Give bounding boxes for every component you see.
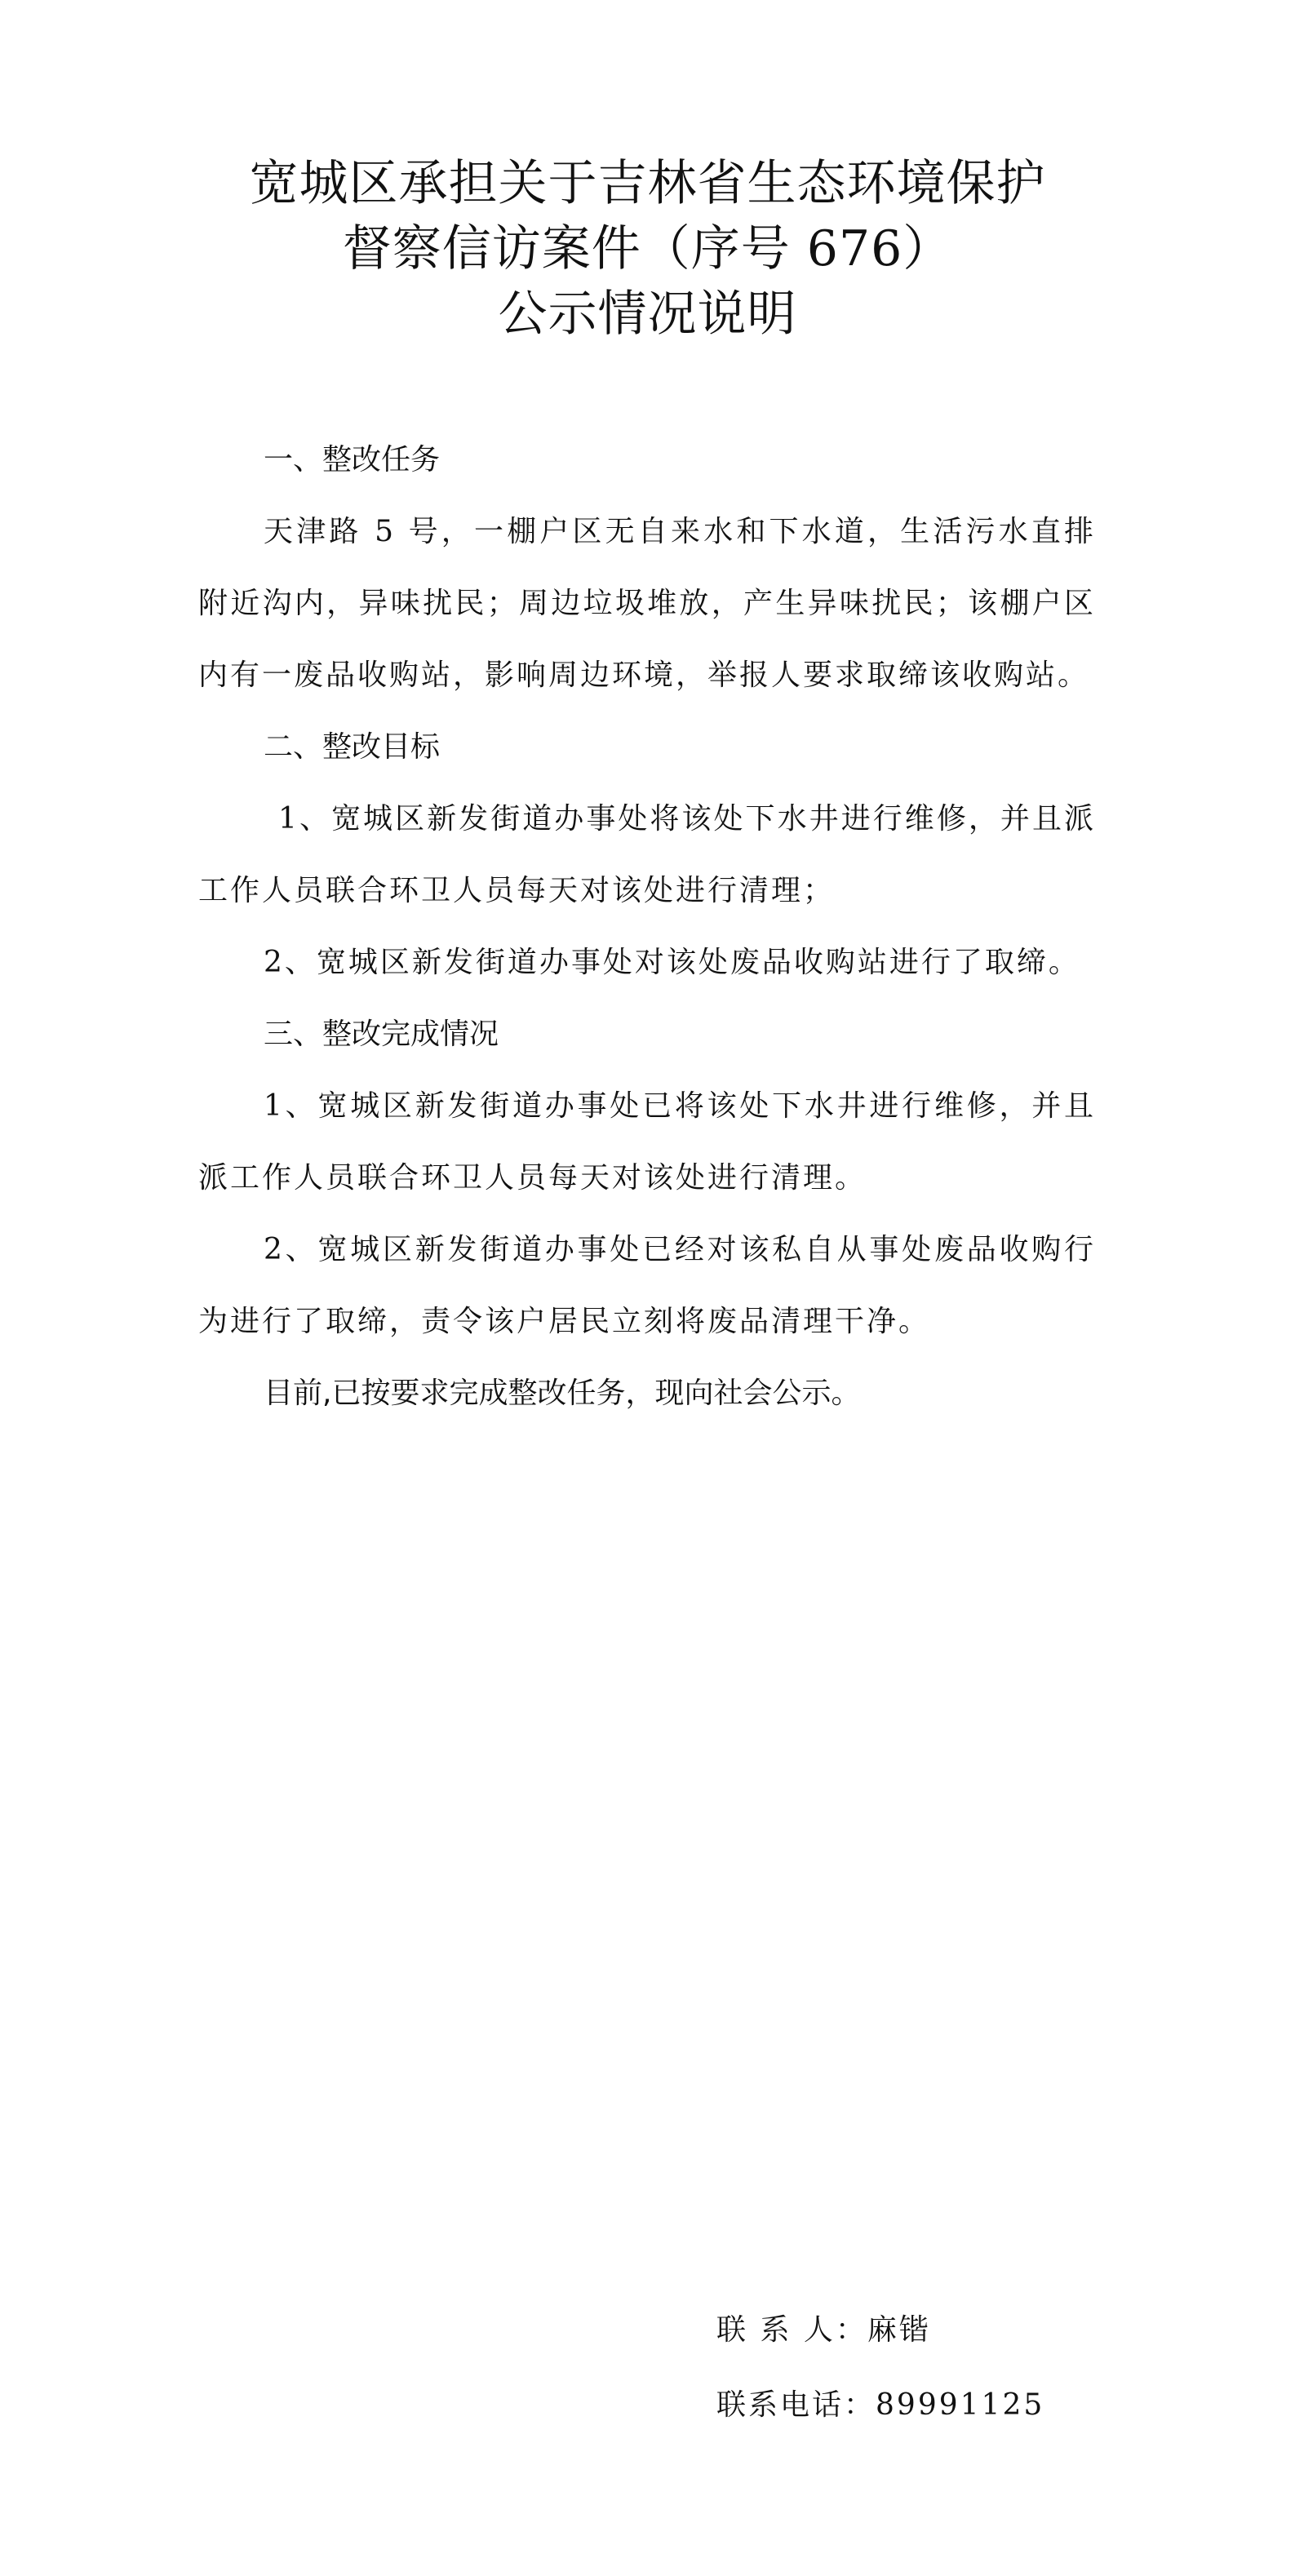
section-heading-completion: 三、整改完成情况 — [264, 1018, 499, 1051]
document-title — [0, 151, 1295, 347]
closing-statement: 目前,已按要求完成整改任务，现向社会公示。 — [264, 1377, 861, 1410]
goal-item-1: 1、宽城区新发街道办事处将该处下水井进行维修，并且派工作人员联合环卫人员每天对该处进行清理； — [198, 802, 1096, 907]
completion-item-1: 1、宽城区新发街道办事处已将该处下水井进行维修，并且派工作人员联合环卫人员每天对该处进行清理。 — [198, 1089, 1096, 1195]
goal-item-2: 2、宽城区新发街道办事处对该处废品收购站进行了取缔。 — [264, 946, 1080, 979]
document-body — [198, 424, 1096, 1430]
contact-phone-number: 89991125 — [876, 2388, 1045, 2422]
contact-person-name: 麻锴 — [867, 2313, 931, 2347]
section-heading-goal: 二、整改目标 — [264, 730, 441, 764]
contact-phone-row — [716, 2368, 1044, 2443]
title-line-3: 公示情况说明 — [498, 286, 797, 343]
contact-person-row — [716, 2293, 1044, 2368]
task-paragraph: 天津路 5 号，一棚户区无自来水和下水道，生活污水直排附近沟内，异味扰民；周边垃圾堆放，产生异味扰民；该棚户区内有一废品收购站，影响周边环境，举报人要求取缔该收购站。 — [198, 515, 1096, 692]
title-line-1: 宽城区承担关于吉林省生态环境保护 — [249, 155, 1046, 212]
contact-phone-label: 联系电话： — [716, 2388, 876, 2422]
title-line-2: 督察信访案件（序号 676） — [342, 220, 953, 277]
contact-person-label: 联 系 人： — [716, 2313, 867, 2347]
contact-block — [716, 2293, 1044, 2443]
completion-item-2: 2、宽城区新发街道办事处已经对该私自从事处废品收购行为进行了取缔，责令该户居民立刻将废品清理干净。 — [198, 1233, 1096, 1338]
section-heading-task: 一、整改任务 — [264, 443, 441, 477]
